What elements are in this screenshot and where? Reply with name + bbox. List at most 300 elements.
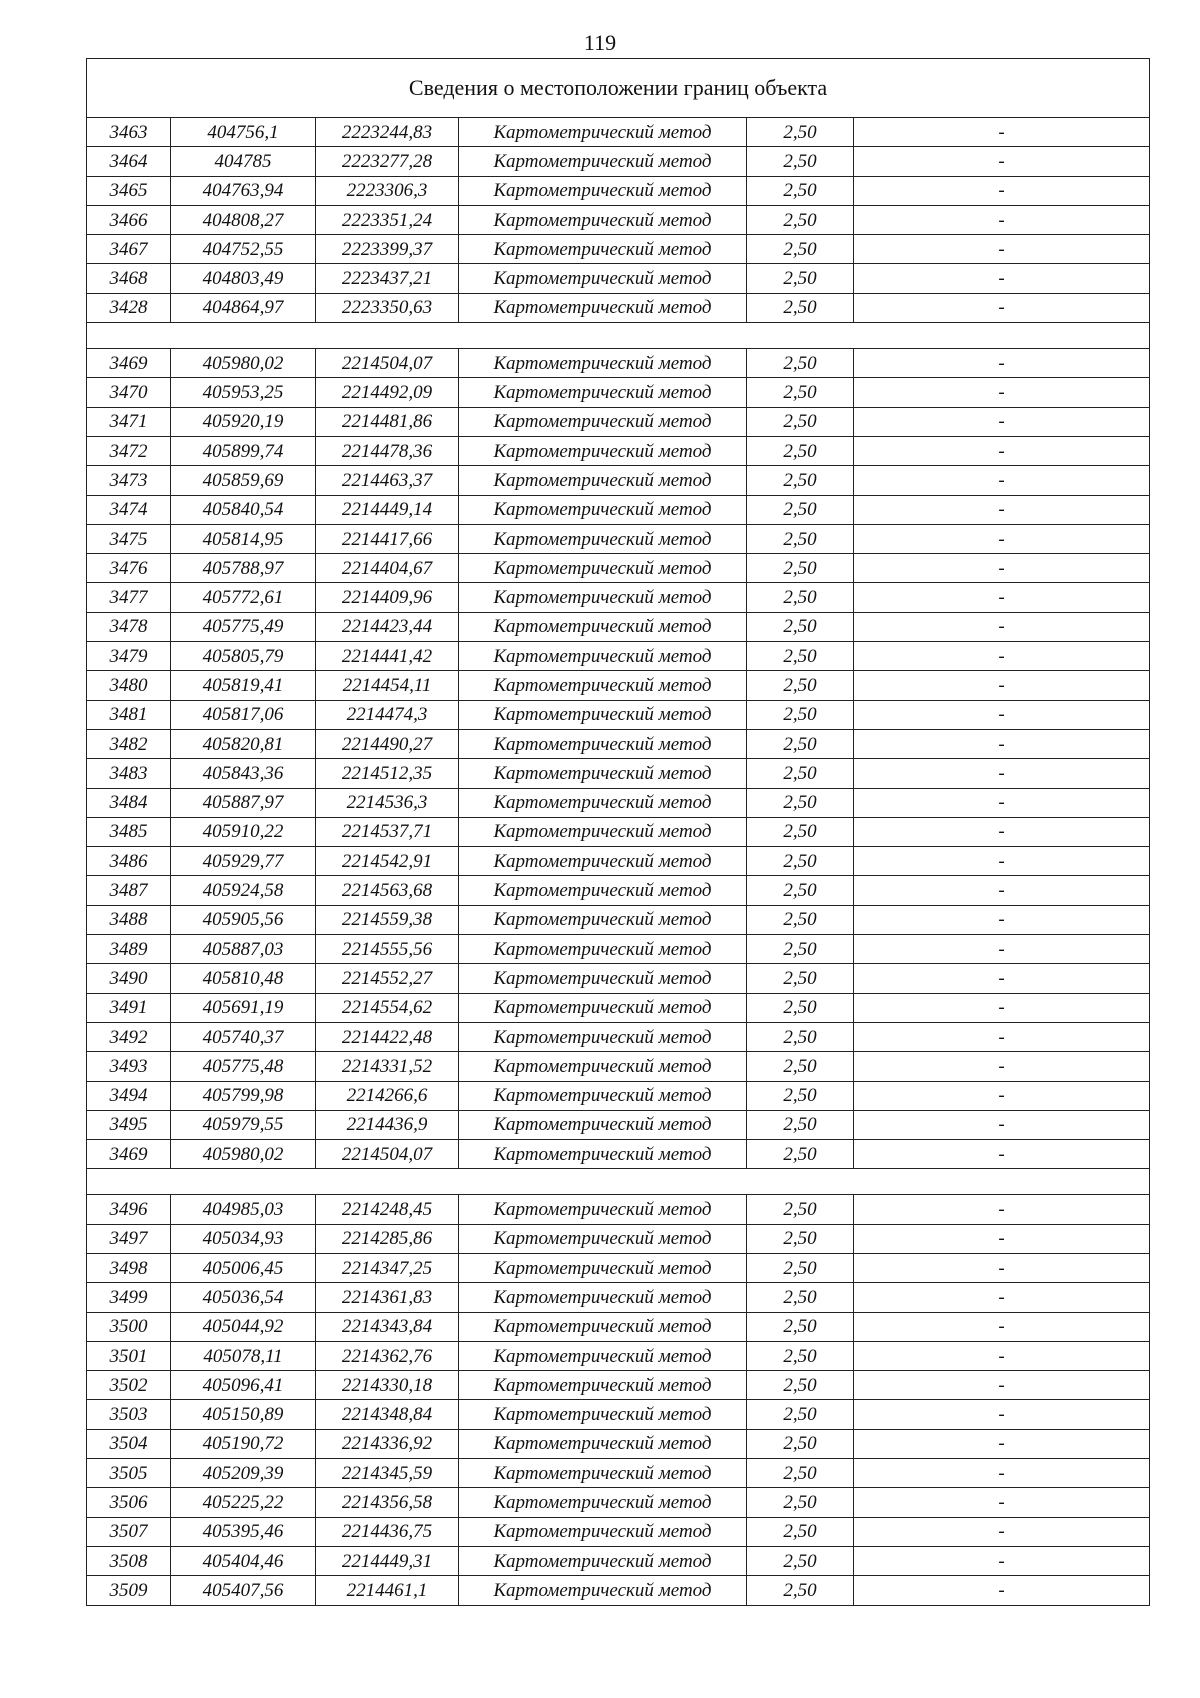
method-cell: Картометрический метод [459,671,747,700]
point-number-cell: 3473 [87,466,171,495]
method-cell: Картометрический метод [459,407,747,436]
method-cell: Картометрический метод [459,817,747,846]
table-title-row [87,59,1150,118]
description-cell: - [854,407,1150,436]
method-cell: Картометрический метод [459,1140,747,1169]
accuracy-cell: 2,50 [747,847,854,876]
y-coordinate-cell: 2214536,3 [316,788,459,817]
accuracy-cell: 2,50 [747,1081,854,1110]
accuracy-cell: 2,50 [747,612,854,641]
accuracy-cell: 2,50 [747,1195,854,1224]
table-row [87,293,1150,322]
table-row [87,1195,1150,1224]
accuracy-cell: 2,50 [747,905,854,934]
description-cell: - [854,147,1150,176]
point-number-cell: 3503 [87,1400,171,1429]
point-number-cell: 3497 [87,1224,171,1253]
description-cell: - [854,847,1150,876]
accuracy-cell: 2,50 [747,817,854,846]
method-cell: Картометрический метод [459,1283,747,1312]
table-row [87,905,1150,934]
y-coordinate-cell: 2214537,71 [316,817,459,846]
point-number-cell: 3463 [87,118,171,147]
method-cell: Картометрический метод [459,1052,747,1081]
x-coordinate-cell: 405817,06 [171,700,316,729]
y-coordinate-cell: 2214248,45 [316,1195,459,1224]
y-coordinate-cell: 2214404,67 [316,554,459,583]
table-row [87,612,1150,641]
method-cell: Картометрический метод [459,378,747,407]
description-cell: - [854,1429,1150,1458]
x-coordinate-cell: 405740,37 [171,1022,316,1051]
method-cell: Картометрический метод [459,876,747,905]
y-coordinate-cell: 2214463,37 [316,466,459,495]
accuracy-cell: 2,50 [747,1400,854,1429]
point-number-cell: 3471 [87,407,171,436]
table-row [87,176,1150,205]
x-coordinate-cell: 405859,69 [171,466,316,495]
method-cell: Картометрический метод [459,1459,747,1488]
accuracy-cell: 2,50 [747,554,854,583]
x-coordinate-cell: 405899,74 [171,436,316,465]
table-row [87,1081,1150,1110]
point-number-cell: 3488 [87,905,171,934]
accuracy-cell: 2,50 [747,1052,854,1081]
method-cell: Картометрический метод [459,700,747,729]
description-cell: - [854,964,1150,993]
point-number-cell: 3490 [87,964,171,993]
point-number-cell: 3485 [87,817,171,846]
method-cell: Картометрический метод [459,118,747,147]
table-row [87,671,1150,700]
table-row [87,1546,1150,1575]
y-coordinate-cell: 2214474,3 [316,700,459,729]
description-cell: - [854,264,1150,293]
point-number-cell: 3466 [87,205,171,234]
point-number-cell: 3464 [87,147,171,176]
table-row [87,147,1150,176]
y-coordinate-cell: 2223306,3 [316,176,459,205]
description-cell: - [854,1312,1150,1341]
table-row [87,759,1150,788]
description-cell: - [854,1081,1150,1110]
point-number-cell: 3487 [87,876,171,905]
point-number-cell: 3507 [87,1517,171,1546]
accuracy-cell: 2,50 [747,1429,854,1458]
x-coordinate-cell: 405820,81 [171,729,316,758]
x-coordinate-cell: 405905,56 [171,905,316,934]
point-number-cell: 3482 [87,729,171,758]
x-coordinate-cell: 404864,97 [171,293,316,322]
description-cell: - [854,524,1150,553]
description-cell: - [854,788,1150,817]
method-cell: Картометрический метод [459,466,747,495]
accuracy-cell: 2,50 [747,1341,854,1370]
accuracy-cell: 2,50 [747,729,854,758]
y-coordinate-cell: 2214422,48 [316,1022,459,1051]
table-row [87,264,1150,293]
method-cell: Картометрический метод [459,1195,747,1224]
accuracy-cell: 2,50 [747,1546,854,1575]
method-cell: Картометрический метод [459,1371,747,1400]
x-coordinate-cell: 405887,97 [171,788,316,817]
x-coordinate-cell: 405407,56 [171,1576,316,1605]
accuracy-cell: 2,50 [747,1576,854,1605]
description-cell: - [854,554,1150,583]
table-row [87,1283,1150,1312]
x-coordinate-cell: 405691,19 [171,993,316,1022]
y-coordinate-cell: 2214461,1 [316,1576,459,1605]
point-number-cell: 3474 [87,495,171,524]
accuracy-cell: 2,50 [747,466,854,495]
description-cell: - [854,729,1150,758]
page-number: 119 [583,30,617,55]
y-coordinate-cell: 2214441,42 [316,642,459,671]
y-coordinate-cell: 2223351,24 [316,205,459,234]
y-coordinate-cell: 2223277,28 [316,147,459,176]
x-coordinate-cell: 405788,97 [171,554,316,583]
description-cell: - [854,1459,1150,1488]
table-row [87,349,1150,378]
x-coordinate-cell: 405209,39 [171,1459,316,1488]
method-cell: Картометрический метод [459,847,747,876]
point-number-cell: 3477 [87,583,171,612]
point-number-cell: 3480 [87,671,171,700]
accuracy-cell: 2,50 [747,642,854,671]
description-cell: - [854,1341,1150,1370]
y-coordinate-cell: 2214454,11 [316,671,459,700]
description-cell: - [854,205,1150,234]
y-coordinate-cell: 2214330,18 [316,1371,459,1400]
y-coordinate-cell: 2214362,76 [316,1341,459,1370]
accuracy-cell: 2,50 [747,1224,854,1253]
y-coordinate-cell: 2214449,31 [316,1546,459,1575]
x-coordinate-cell: 405920,19 [171,407,316,436]
accuracy-cell: 2,50 [747,147,854,176]
y-coordinate-cell: 2214563,68 [316,876,459,905]
x-coordinate-cell: 405840,54 [171,495,316,524]
accuracy-cell: 2,50 [747,264,854,293]
point-number-cell: 3475 [87,524,171,553]
point-number-cell: 3495 [87,1110,171,1139]
accuracy-cell: 2,50 [747,1517,854,1546]
point-number-cell: 3494 [87,1081,171,1110]
x-coordinate-cell: 405775,48 [171,1052,316,1081]
point-number-cell: 3467 [87,235,171,264]
description-cell: - [854,1022,1150,1051]
y-coordinate-cell: 2214348,84 [316,1400,459,1429]
method-cell: Картометрический метод [459,1110,747,1139]
method-cell: Картометрический метод [459,1400,747,1429]
table-row [87,205,1150,234]
accuracy-cell: 2,50 [747,176,854,205]
description-cell: - [854,378,1150,407]
description-cell: - [854,176,1150,205]
description-cell: - [854,1546,1150,1575]
table-row [87,118,1150,147]
point-number-cell: 3502 [87,1371,171,1400]
method-cell: Картометрический метод [459,1517,747,1546]
y-coordinate-cell: 2214331,52 [316,1052,459,1081]
point-number-cell: 3483 [87,759,171,788]
y-coordinate-cell: 2214449,14 [316,495,459,524]
method-cell: Картометрический метод [459,1224,747,1253]
description-cell: - [854,905,1150,934]
x-coordinate-cell: 404756,1 [171,118,316,147]
table-row [87,1459,1150,1488]
accuracy-cell: 2,50 [747,524,854,553]
y-coordinate-cell: 2214554,62 [316,993,459,1022]
x-coordinate-cell: 405096,41 [171,1371,316,1400]
point-number-cell: 3508 [87,1546,171,1575]
table-title: Сведения о местоположении границ объекта [87,59,1150,118]
x-coordinate-cell: 405924,58 [171,876,316,905]
description-cell: - [854,817,1150,846]
point-number-cell: 3481 [87,700,171,729]
accuracy-cell: 2,50 [747,235,854,264]
y-coordinate-cell: 2223399,37 [316,235,459,264]
table-row [87,964,1150,993]
method-cell: Картометрический метод [459,993,747,1022]
group-separator-row [87,323,1150,349]
description-cell: - [854,1253,1150,1282]
y-coordinate-cell: 2214478,36 [316,436,459,465]
description-cell: - [854,1576,1150,1605]
table-row [87,378,1150,407]
point-number-cell: 3505 [87,1459,171,1488]
method-cell: Картометрический метод [459,759,747,788]
method-cell: Картометрический метод [459,495,747,524]
method-cell: Картометрический метод [459,905,747,934]
method-cell: Картометрический метод [459,1546,747,1575]
description-cell: - [854,235,1150,264]
y-coordinate-cell: 2214409,96 [316,583,459,612]
y-coordinate-cell: 2214481,86 [316,407,459,436]
description-cell: - [854,612,1150,641]
point-number-cell: 3506 [87,1488,171,1517]
y-coordinate-cell: 2223350,63 [316,293,459,322]
table-row [87,642,1150,671]
accuracy-cell: 2,50 [747,1283,854,1312]
point-number-cell: 3501 [87,1341,171,1370]
method-cell: Картометрический метод [459,1081,747,1110]
x-coordinate-cell: 405404,46 [171,1546,316,1575]
x-coordinate-cell: 405225,22 [171,1488,316,1517]
description-cell: - [854,671,1150,700]
x-coordinate-cell: 404803,49 [171,264,316,293]
y-coordinate-cell: 2214504,07 [316,349,459,378]
point-number-cell: 3484 [87,788,171,817]
method-cell: Картометрический метод [459,554,747,583]
y-coordinate-cell: 2214436,75 [316,1517,459,1546]
accuracy-cell: 2,50 [747,788,854,817]
y-coordinate-cell: 2214492,09 [316,378,459,407]
x-coordinate-cell: 405980,02 [171,1140,316,1169]
point-number-cell: 3499 [87,1283,171,1312]
accuracy-cell: 2,50 [747,964,854,993]
description-cell: - [854,436,1150,465]
table-row [87,1341,1150,1370]
point-number-cell: 3493 [87,1052,171,1081]
x-coordinate-cell: 405819,41 [171,671,316,700]
y-coordinate-cell: 2223244,83 [316,118,459,147]
accuracy-cell: 2,50 [747,876,854,905]
description-cell: - [854,935,1150,964]
y-coordinate-cell: 2214347,25 [316,1253,459,1282]
accuracy-cell: 2,50 [747,293,854,322]
x-coordinate-cell: 405980,02 [171,349,316,378]
method-cell: Картометрический метод [459,147,747,176]
method-cell: Картометрический метод [459,1253,747,1282]
description-cell: - [854,1517,1150,1546]
description-cell: - [854,1400,1150,1429]
x-coordinate-cell: 405772,61 [171,583,316,612]
method-cell: Картометрический метод [459,1488,747,1517]
x-coordinate-cell: 404763,94 [171,176,316,205]
accuracy-cell: 2,50 [747,1022,854,1051]
accuracy-cell: 2,50 [747,1312,854,1341]
table-row [87,1576,1150,1605]
accuracy-cell: 2,50 [747,1110,854,1139]
table-row [87,1224,1150,1253]
description-cell: - [854,1140,1150,1169]
point-number-cell: 3491 [87,993,171,1022]
table-row [87,1488,1150,1517]
table-row [87,700,1150,729]
method-cell: Картометрический метод [459,264,747,293]
y-coordinate-cell: 2214343,84 [316,1312,459,1341]
accuracy-cell: 2,50 [747,1371,854,1400]
group-separator-cell [87,1169,1150,1195]
x-coordinate-cell: 405150,89 [171,1400,316,1429]
boundary-table [86,58,1150,1606]
y-coordinate-cell: 2223437,21 [316,264,459,293]
description-cell: - [854,759,1150,788]
point-number-cell: 3478 [87,612,171,641]
y-coordinate-cell: 2214512,35 [316,759,459,788]
point-number-cell: 3479 [87,642,171,671]
method-cell: Картометрический метод [459,1022,747,1051]
description-cell: - [854,1283,1150,1312]
method-cell: Картометрический метод [459,1429,747,1458]
accuracy-cell: 2,50 [747,671,854,700]
x-coordinate-cell: 405775,49 [171,612,316,641]
group-separator-cell [87,323,1150,349]
accuracy-cell: 2,50 [747,1253,854,1282]
point-number-cell: 3468 [87,264,171,293]
description-cell: - [854,1195,1150,1224]
y-coordinate-cell: 2214423,44 [316,612,459,641]
x-coordinate-cell: 405843,36 [171,759,316,788]
x-coordinate-cell: 405979,55 [171,1110,316,1139]
point-number-cell: 3509 [87,1576,171,1605]
x-coordinate-cell: 405190,72 [171,1429,316,1458]
method-cell: Картометрический метод [459,205,747,234]
table-row [87,524,1150,553]
method-cell: Картометрический метод [459,1312,747,1341]
y-coordinate-cell: 2214361,83 [316,1283,459,1312]
accuracy-cell: 2,50 [747,378,854,407]
table-row [87,993,1150,1022]
table-row [87,935,1150,964]
method-cell: Картометрический метод [459,176,747,205]
x-coordinate-cell: 405034,93 [171,1224,316,1253]
table-row [87,1052,1150,1081]
x-coordinate-cell: 405810,48 [171,964,316,993]
x-coordinate-cell: 404985,03 [171,1195,316,1224]
y-coordinate-cell: 2214436,9 [316,1110,459,1139]
method-cell: Картометрический метод [459,729,747,758]
x-coordinate-cell: 404752,55 [171,235,316,264]
table-row [87,1371,1150,1400]
x-coordinate-cell: 405910,22 [171,817,316,846]
accuracy-cell: 2,50 [747,407,854,436]
method-cell: Картометрический метод [459,436,747,465]
document-body [86,58,1149,1606]
method-cell: Картометрический метод [459,235,747,264]
x-coordinate-cell: 405078,11 [171,1341,316,1370]
accuracy-cell: 2,50 [747,436,854,465]
point-number-cell: 3500 [87,1312,171,1341]
x-coordinate-cell: 405006,45 [171,1253,316,1282]
table-row [87,1429,1150,1458]
y-coordinate-cell: 2214559,38 [316,905,459,934]
accuracy-cell: 2,50 [747,118,854,147]
accuracy-cell: 2,50 [747,1459,854,1488]
point-number-cell: 3472 [87,436,171,465]
description-cell: - [854,700,1150,729]
point-number-cell: 3492 [87,1022,171,1051]
table-row [87,788,1150,817]
table-row [87,817,1150,846]
description-cell: - [854,293,1150,322]
description-cell: - [854,118,1150,147]
point-number-cell: 3469 [87,349,171,378]
x-coordinate-cell: 404785 [171,147,316,176]
table-row [87,583,1150,612]
accuracy-cell: 2,50 [747,1488,854,1517]
table-row [87,495,1150,524]
method-cell: Картометрический метод [459,349,747,378]
group-separator-row [87,1169,1150,1195]
point-number-cell: 3470 [87,378,171,407]
x-coordinate-cell: 405395,46 [171,1517,316,1546]
accuracy-cell: 2,50 [747,205,854,234]
accuracy-cell: 2,50 [747,759,854,788]
description-cell: - [854,642,1150,671]
method-cell: Картометрический метод [459,642,747,671]
description-cell: - [854,1488,1150,1517]
y-coordinate-cell: 2214504,07 [316,1140,459,1169]
point-number-cell: 3496 [87,1195,171,1224]
table-row [87,554,1150,583]
point-number-cell: 3469 [87,1140,171,1169]
accuracy-cell: 2,50 [747,1140,854,1169]
accuracy-cell: 2,50 [747,993,854,1022]
method-cell: Картометрический метод [459,524,747,553]
point-number-cell: 3465 [87,176,171,205]
table-row [87,876,1150,905]
method-cell: Картометрический метод [459,1576,747,1605]
x-coordinate-cell: 405929,77 [171,847,316,876]
y-coordinate-cell: 2214552,27 [316,964,459,993]
method-cell: Картометрический метод [459,935,747,964]
point-number-cell: 3498 [87,1253,171,1282]
table-row [87,235,1150,264]
point-number-cell: 3428 [87,293,171,322]
point-number-cell: 3504 [87,1429,171,1458]
table-row [87,847,1150,876]
